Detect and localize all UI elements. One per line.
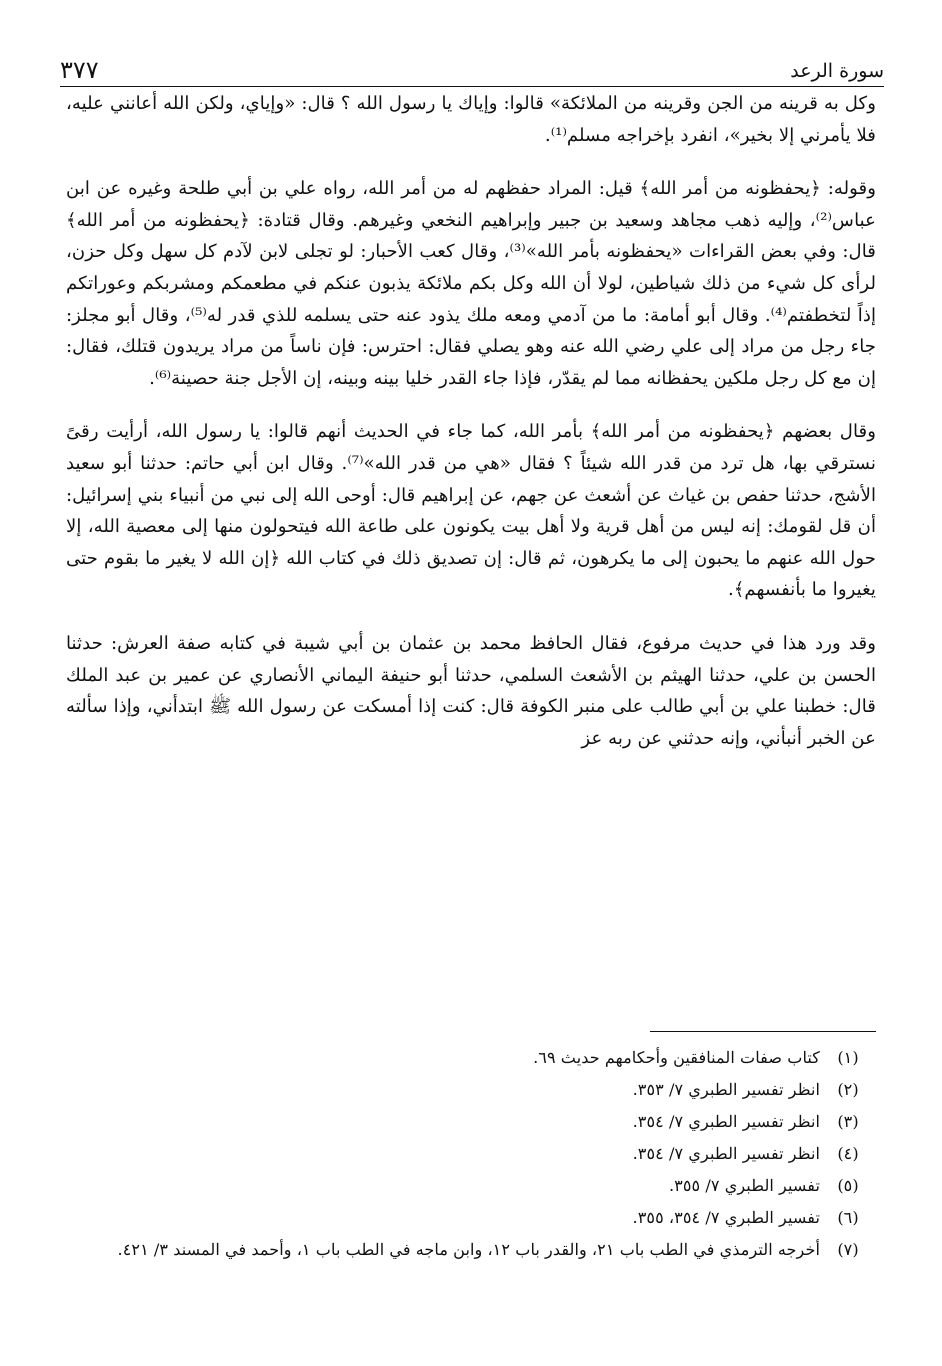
footnote bbox=[60, 1170, 876, 1202]
paragraph: وقال بعضهم ﴿يحفظونه من أمر الله﴾ بأمر الله، كما جاء في الحديث أنهم قالوا: يا رسول الله، أرأيت رقىً نسترقي بها، هل ترد من قدر الله شيئاً ؟ فقال «هي من قدر الله»⁽⁷⁾. وقال ابن أبي حاتم: حدثنا أبو سعيد الأشج، حدثنا حفص بن غياث عن أشعث عن جهم، عن إبراهيم قال: أوحى الله إلى نبي من أنبياء بني إسرائيل: أن قل لقومك: إنه ليس من أهل قرية ولا أهل بيت يكونون على طاعة الله فيتحولون منها إلى معصية الله، إلا حول الله عنهم ما يحبون إلى ما يكرهون، ثم قال: إن تصديق ذلك في كتاب الله ﴿إن الله لا يغير ما بقوم حتى يغيروا ما بأنفسهم﴾. bbox=[66, 421, 876, 601]
footnote-text: تفسير الطبري ٧/ ٣٥٤، ٣٥٥. bbox=[632, 1208, 820, 1227]
page-header bbox=[60, 52, 884, 87]
page-number: ٣٧٧ bbox=[60, 56, 99, 84]
footnote bbox=[60, 1234, 876, 1266]
footnote-number: (٦) bbox=[837, 1208, 859, 1227]
footnotes bbox=[60, 1042, 876, 1266]
paragraph: وقد ورد هذا في حديث مرفوع، فقال الحافظ محمد بن عثمان بن أبي شيبة في كتابه صفة العرش: حدثنا الحسن بن علي، حدثنا الهيثم بن الأشعث السلمي، حدثنا أبو حنيفة اليماني الأنصاري عن عمير بن عبد الملك قال: خطبنا علي بن أبي طالب على منبر الكوفة قال: كنت إذا أمسكت عن رسول الله ﷺ ابتدأني، وإذا سألته عن الخبر أنبأني، وإنه حدثني عن ربه عز bbox=[66, 632, 876, 749]
paragraph: وقوله: ﴿يحفظونه من أمر الله﴾ قيل: المراد حفظهم له من أمر الله، رواه علي بن أبي طلحة وغيره عن ابن عباس⁽²⁾، وإليه ذهب مجاهد وسعيد بن جبير وإبراهيم النخعي وغيرهم. وقال قتادة: ﴿يحفظونه من أمر الله﴾ قال: وفي بعض القراءات «يحفظونه بأمر الله»⁽³⁾، وقال كعب الأحبار: لو تجلى لابن لآدم كل سهل وكل حزن، لرأى كل شيء من ذلك شياطين، لولا أن الله وكل بكم ملائكة يذبون عنكم في مطعمكم ومشربكم وعوراتكم إذاً لتخطفتم⁽⁴⁾. وقال أبو أمامة: ما من آدمي ومعه ملك يذود عنه حتى يسلمه للذي قدر له⁽⁵⁾، وقال أبو مجلز: جاء رجل من مراد إلى علي رضي الله عنه وهو يصلي فقال: احترس: فإن ناساً من مراد يريدون قتلك، فقال: إن مع كل رجل ملكين يحفظانه مما لم يقدّر، فإذا جاء القدر خليا بينه وبينه، إن الأجل جنة حصينة⁽⁶⁾. bbox=[66, 178, 876, 389]
footnote-number: (٢) bbox=[837, 1080, 859, 1099]
footnote-number: (٣) bbox=[837, 1112, 859, 1131]
footnote-text: انظر تفسير الطبري ٧/ ٣٥٤. bbox=[632, 1144, 820, 1163]
footnote bbox=[60, 1106, 876, 1138]
footnote-number: (٧) bbox=[837, 1240, 859, 1259]
footnote bbox=[60, 1138, 876, 1170]
main-text bbox=[66, 88, 876, 754]
footnote-separator bbox=[650, 1031, 876, 1032]
footnote-text: انظر تفسير الطبري ٧/ ٣٥٣. bbox=[632, 1080, 820, 1099]
footnote-text: تفسير الطبري ٧/ ٣٥٥. bbox=[669, 1176, 820, 1195]
footnote-text: كتاب صفات المنافقين وأحكامهم حديث ٦٩. bbox=[533, 1048, 820, 1067]
footnote-number: (١) bbox=[837, 1048, 859, 1067]
footnote-number: (٤) bbox=[837, 1144, 859, 1163]
paragraph: وكل به قرينه من الجن وقرينه من الملائكة» قالوا: وإياك يا رسول الله ؟ قال: «وإياي، ولكن الله أعانني عليه، فلا يأمرني إلا بخير»، انفرد بإخراجه مسلم⁽¹⁾. bbox=[66, 93, 876, 146]
running-title: سورة الرعد bbox=[790, 60, 884, 82]
footnote-text: أخرجه الترمذي في الطب باب ٢١، والقدر باب ١٢، وابن ماجه في الطب باب ١، وأحمد في المسند ٣/ ٤٢١. bbox=[117, 1240, 820, 1259]
footnote bbox=[60, 1074, 876, 1106]
footnote bbox=[60, 1042, 876, 1074]
footnote-text: انظر تفسير الطبري ٧/ ٣٥٤. bbox=[632, 1112, 820, 1131]
footnote bbox=[60, 1202, 876, 1234]
footnote-number: (٥) bbox=[837, 1176, 859, 1195]
